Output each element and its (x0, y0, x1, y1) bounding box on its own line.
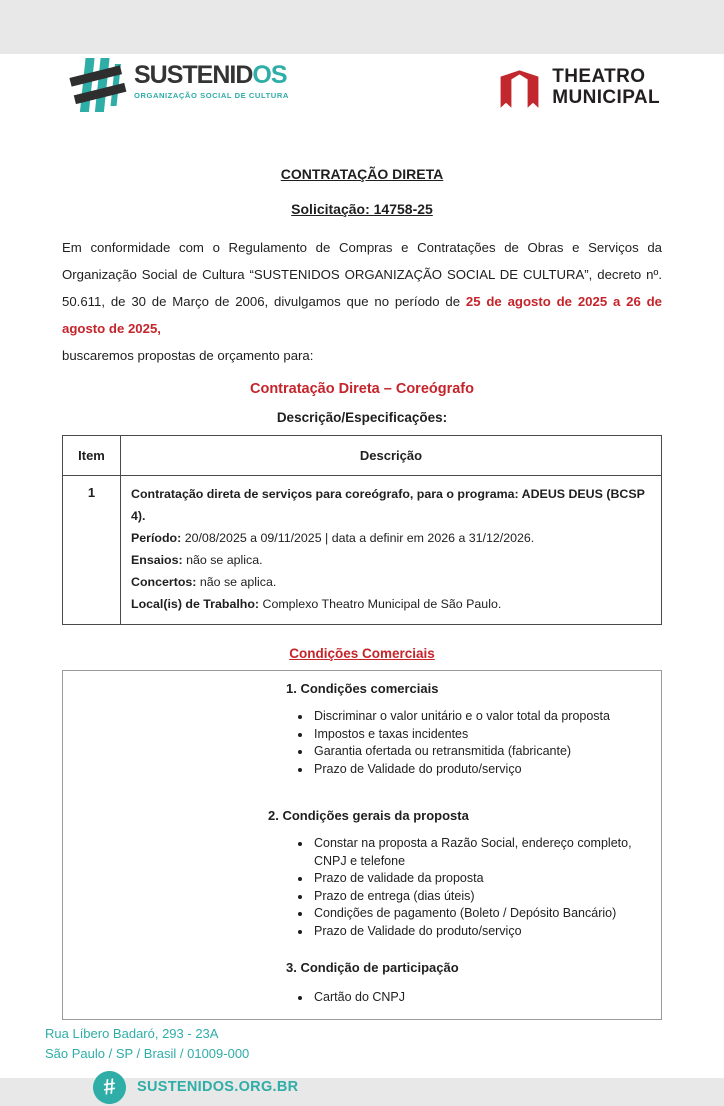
description-cell (121, 476, 662, 625)
theatro-logo-text (552, 66, 660, 108)
sustenidos-footer-hash-icon: # (91, 1068, 128, 1105)
specifications-table (62, 435, 662, 625)
list-item: • Prazo de validade da proposta (312, 870, 655, 888)
footer-website: SUSTENIDOS.ORG.BR (137, 1079, 299, 1095)
condition-section-title-3: 3. Condição de participação (286, 960, 459, 975)
condition-section-title-2: 2. Condições gerais da proposta (268, 808, 469, 823)
description-line: Contratação direta de serviços para coreógrafo, para o programa: ADEUS DEUS (BCSP 4). (131, 487, 645, 523)
intro-text-after: buscaremos propostas de orçamento para: (62, 348, 314, 363)
list-item: • Impostos e taxas incidentes (312, 726, 655, 744)
footer-address (45, 1024, 724, 1064)
brand-prefix: SUSTENID (134, 61, 253, 89)
document-page (0, 54, 724, 1099)
list-item: • Condições de pagamento (Boleto / Depósito Bancário) (312, 905, 655, 923)
condition-list-3 (63, 989, 655, 1007)
sustenidos-logo (74, 54, 289, 116)
commercial-conditions-box (62, 670, 662, 1020)
highlight-dates: 25 de agosto de 2025 a 26 de agosto de 2025, (62, 294, 662, 336)
condition-list-2 (63, 835, 655, 940)
address-line-1: Rua Líbero Badaró, 293 - 23A (45, 1025, 219, 1041)
document-title: CONTRATAÇÃO DIRETA (280, 166, 444, 182)
description-line: Concertos: não se aplica. (131, 575, 277, 589)
request-number: Solicitação: 14758-25 (291, 201, 433, 217)
column-header-descricao: Descrição (121, 436, 662, 476)
condition-section-title-1: 1. Condições comerciais (286, 681, 439, 696)
list-item: • Cartão do CNPJ (312, 989, 655, 1007)
sustenidos-tagline: ORGANIZAÇÃO SOCIAL DE CULTURA (134, 91, 289, 100)
section-heading: Contratação Direta – Coreógrafo (250, 381, 474, 397)
table-row (63, 476, 662, 625)
theatro-line1: THEATRO (552, 66, 646, 87)
table-header-row (63, 436, 662, 476)
theatro-line2: MUNICIPAL (552, 87, 660, 108)
list-item: • Garantia ofertada ou retransmitida (fabricante) (312, 743, 655, 761)
footer-brand-row (93, 1071, 724, 1104)
sustenidos-logo-text (134, 54, 289, 100)
list-item: • Prazo de Validade do produto/serviço (312, 761, 655, 779)
description-line: Ensaios: não se aplica. (131, 553, 263, 567)
sustenidos-hash-icon (74, 54, 126, 116)
theatro-municipal-logo (497, 64, 660, 110)
footer (45, 1024, 724, 1104)
header (74, 54, 660, 116)
sustenidos-brand-name (134, 62, 289, 88)
commercial-conditions-heading: Condições Comerciais (289, 646, 435, 661)
address-line-2: São Paulo / SP / Brasil / 01009-000 (45, 1045, 250, 1061)
list-item: • Discriminar o valor unitário e o valor total da proposta (312, 708, 655, 726)
description-line: Período: 20/08/2025 a 09/11/2025 | data a definir em 2026 a 31/12/2026. (131, 531, 535, 545)
brand-suffix: OS (252, 61, 287, 89)
theatro-arch-icon (497, 64, 542, 110)
list-item: • Prazo de entrega (dias úteis) (312, 888, 655, 906)
item-number-cell: 1 (63, 476, 121, 625)
list-item: • Constar na proposta a Razão Social, endereço completo, CNPJ e telefone (312, 835, 655, 870)
intro-text-before: Em conformidade com o Regulamento de Compras e Contratações de Obras e Serviços da Organização Social de Cultura “SUSTENIDOS ORGANIZAÇÃO SOCIAL DE CULTURA”, decreto nº. 50.611, de 30 de Março de 2006, divulgamos que no período de (62, 240, 662, 309)
description-line: Local(is) de Trabalho: Complexo Theatro Municipal de São Paulo. (131, 597, 502, 611)
intro-paragraph (62, 234, 662, 369)
list-item: • Prazo de Validade do produto/serviço (312, 923, 655, 941)
condition-list-1 (63, 708, 655, 778)
section-subheading: Descrição/Especificações: (276, 410, 448, 425)
column-header-item: Item (63, 436, 121, 476)
